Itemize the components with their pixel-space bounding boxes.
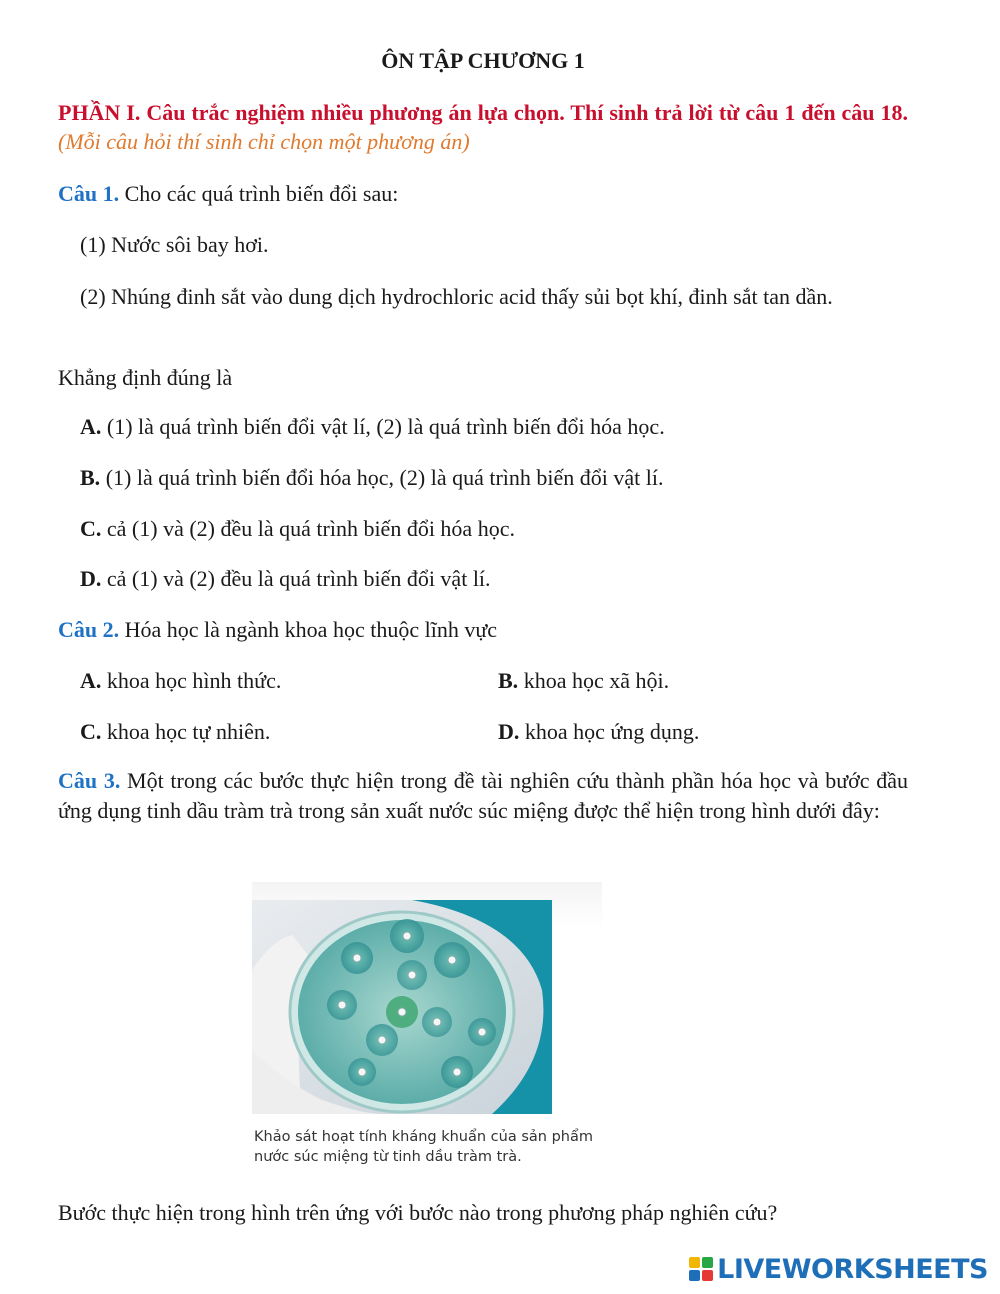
liveworksheets-logo xyxy=(689,1252,988,1286)
option-letter: D. xyxy=(498,719,520,744)
question-3-followup: Bước thực hiện trong hình trên ứng với bước nào trong phương pháp nghiên cứu? xyxy=(58,1200,778,1225)
question-2-option-c[interactable] xyxy=(58,717,480,747)
option-text: khoa học ứng dụng. xyxy=(519,719,700,744)
question-1-label: Câu 1. xyxy=(58,181,120,206)
option-text: cả (1) và (2) đều là quá trình biến đổi hóa học. xyxy=(101,516,515,541)
question-1-prompt: Khẳng định đúng là xyxy=(58,365,233,390)
caption-line-1: Khảo sát hoạt tính kháng khuẩn của sản phẩm xyxy=(254,1129,593,1145)
question-1-option-d[interactable] xyxy=(58,564,930,594)
option-text: khoa học xã hội. xyxy=(518,668,670,693)
option-letter: B. xyxy=(498,668,519,693)
figure-caption xyxy=(254,1127,604,1167)
question-1-option-b[interactable] xyxy=(58,463,930,493)
option-letter: C. xyxy=(80,516,102,541)
option-text: cả (1) và (2) đều là quá trình biến đổi vật lí. xyxy=(101,566,491,591)
question-2-text: Hóa học là ngành khoa học thuộc lĩnh vực xyxy=(119,617,498,642)
caption-line-2: nước súc miệng từ tinh dầu tràm trà. xyxy=(254,1149,522,1165)
question-2-option-d[interactable] xyxy=(498,717,898,747)
option-text: (1) là quá trình biến đổi hóa học, (2) là quá trình biến đổi vật lí. xyxy=(100,465,664,490)
question-2-stem xyxy=(58,615,908,645)
question-1-item-2: (2) Nhúng đinh sắt vào dung dịch hydrochloric acid thấy sủi bọt khí, đinh sắt tan dần. xyxy=(80,284,833,309)
option-text: khoa học hình thức. xyxy=(101,668,282,693)
question-3-label: Câu 3. xyxy=(58,768,121,793)
option-letter: D. xyxy=(80,566,102,591)
question-1-item-1: (1) Nước sôi bay hơi. xyxy=(80,232,269,257)
option-text: khoa học tự nhiên. xyxy=(101,719,271,744)
question-1-option-c[interactable] xyxy=(58,514,930,544)
option-letter: A. xyxy=(80,414,102,439)
part-note: (Mỗi câu hỏi thí sinh chỉ chọn một phương án) xyxy=(58,129,470,154)
option-letter: B. xyxy=(80,465,101,490)
question-2-option-b[interactable] xyxy=(498,666,898,696)
question-3-text: Một trong các bước thực hiện trong đề tài nghiên cứu thành phần hóa học và bước đầu ứng dụng tinh dầu tràm trà trong sản xuất nước súc miệng được thể hiện trong hình dưới đây: xyxy=(58,768,909,823)
option-letter: C. xyxy=(80,719,102,744)
option-letter: A. xyxy=(80,668,102,693)
question-1-option-a[interactable] xyxy=(58,412,930,442)
question-2-label: Câu 2. xyxy=(58,617,120,642)
option-text: (1) là quá trình biến đổi vật lí, (2) là quá trình biến đổi hóa học. xyxy=(101,414,665,439)
question-2-option-a[interactable] xyxy=(58,666,480,696)
brand-name: LIVEWORKSHEETS xyxy=(717,1253,988,1285)
question-3-stem xyxy=(58,766,908,826)
part-heading xyxy=(58,98,908,156)
petri-dish-photo xyxy=(252,900,552,1114)
page-title: ÔN TẬP CHƯƠNG 1 xyxy=(381,48,585,73)
question-1-text: Cho các quá trình biến đổi sau: xyxy=(124,181,399,206)
liveworksheets-logo-icon xyxy=(689,1257,713,1281)
petri-dish-figure xyxy=(252,882,602,1172)
part-instructions: PHẦN I. Câu trắc nghiệm nhiều phương án lựa chọn. Thí sinh trả lời từ câu 1 đến câu 18. xyxy=(58,100,908,125)
question-1-stem xyxy=(58,179,908,209)
